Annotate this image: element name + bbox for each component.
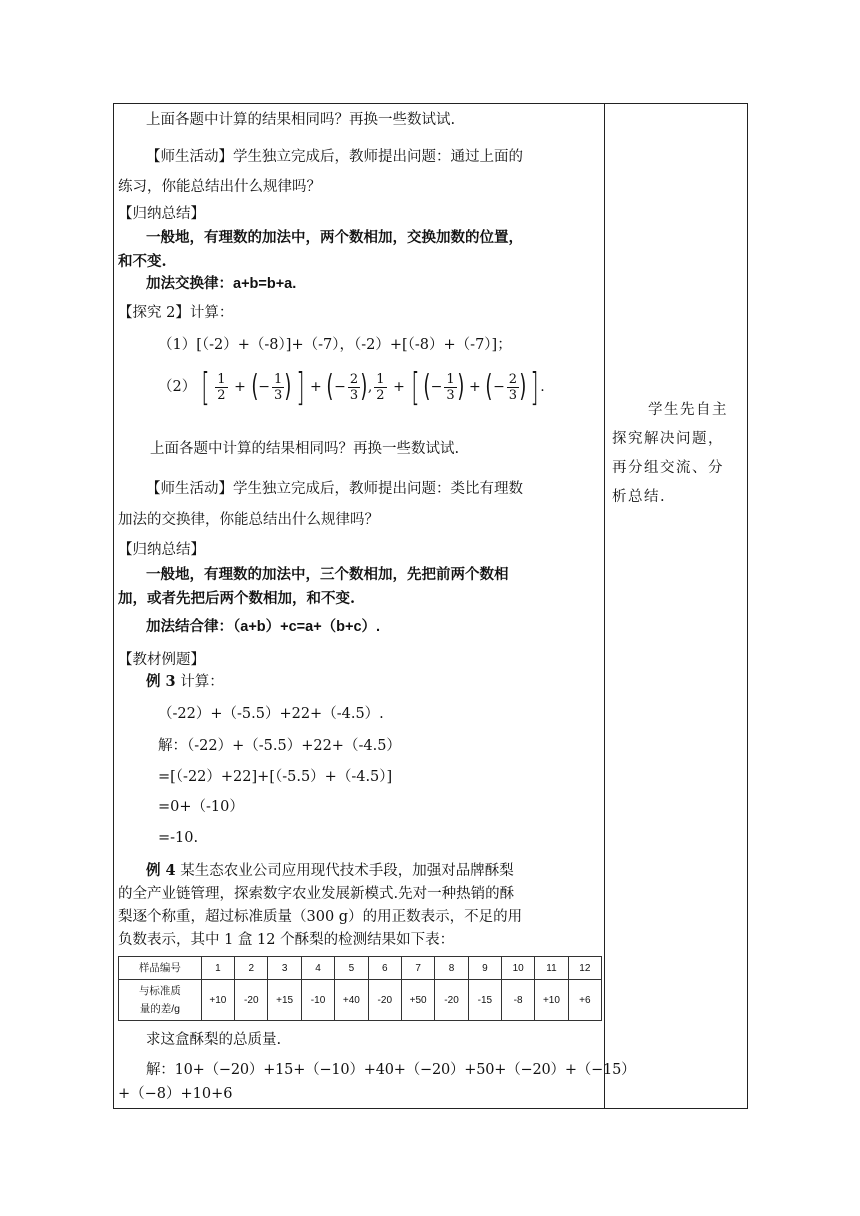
table-cell: -20: [235, 980, 268, 1021]
table-cell: +10: [201, 980, 234, 1021]
example-4-text: 的全产业链管理，探索数字农业发展新模式.先对一种热销的酥: [118, 886, 515, 902]
paren-close: ): [284, 369, 292, 404]
fraction: $\frac{2}{3}$: [508, 371, 518, 403]
bracket-close: ]: [530, 365, 539, 409]
table-cell: -20: [435, 980, 468, 1021]
minus-sign: −: [493, 379, 505, 395]
paragraph: 【师生活动】学生独立完成后，教师提出问题：通过上面的: [146, 149, 523, 165]
intent-line: 析总结.: [612, 489, 667, 505]
paren-open: (: [250, 369, 258, 404]
summary-text: 加，或者先把后两个数相加，和不变.: [118, 590, 356, 607]
table-cell: -8: [502, 980, 535, 1021]
table-cell: 7: [401, 957, 434, 980]
table-cell: 10: [502, 957, 535, 980]
fraction: $\frac{1}{2}$: [376, 371, 385, 403]
table-cell: +10: [535, 980, 568, 1021]
paragraph: 上面各题中计算的结果相同吗？再换一些数试试.: [146, 112, 456, 128]
fraction: $\frac{1}{3}$: [446, 371, 455, 403]
summary-text: 和不变.: [118, 253, 167, 270]
example-text: 某生态农业公司应用现代技术手段，加强对品牌酥梨: [175, 863, 514, 879]
table-cell: 8: [435, 957, 468, 980]
period: .: [540, 379, 545, 395]
example-label: 例 3: [146, 673, 176, 690]
paren-open: (: [326, 369, 334, 404]
example-text: 计算：: [175, 674, 224, 690]
example-4-text: [118, 861, 514, 881]
summary-text: 一般地，有理数的加法中，三个数相加，先把前两个数相: [146, 566, 509, 583]
minus-sign: −: [334, 379, 346, 395]
plus-sign: +: [393, 379, 405, 395]
pear-weight-table: [118, 956, 602, 1021]
table-cell: 5: [335, 957, 368, 980]
paragraph: 【师生活动】学生独立完成后，教师提出问题：类比有理数: [146, 481, 523, 497]
bracket-close: ]: [295, 365, 305, 409]
table-cell: 3: [268, 957, 301, 980]
paragraph: 练习，你能总结出什么规律吗？: [118, 179, 321, 195]
minus-sign: −: [430, 379, 443, 395]
bracket-open: [: [410, 365, 419, 409]
solution-step: =0+（-10）: [158, 799, 244, 815]
table-cell: 1: [201, 957, 234, 980]
fraction: $\frac{2}{3}$: [349, 371, 359, 403]
example-4-text: 梨逐个称重，超过标准质量（300 g）的用正数表示，不足的用: [118, 909, 523, 925]
law-formula: a+b=b+a.: [233, 276, 297, 292]
answer-text: 解：10+（−20）+15+（−10）+40+（−20）+50+（−20）+（−15）: [146, 1062, 636, 1078]
fraction: $\frac{1}{3}$: [273, 371, 283, 403]
table-cell: +15: [268, 980, 301, 1021]
paren-close: ): [360, 369, 368, 404]
section-heading: 【探究 2】计算：: [118, 305, 234, 321]
plus-sign: +: [310, 379, 322, 395]
solution-step: =[（-22）+22]+[（-5.5）+（-4.5）]: [158, 769, 393, 785]
section-heading: 【归纳总结】: [118, 542, 205, 558]
summary-text: 一般地，有理数的加法中，两个数相加，交换加数的位置，: [146, 229, 523, 246]
table-cell: 9: [468, 957, 501, 980]
paragraph: 上面各题中计算的结果相同吗？再换一些数试试.: [150, 441, 460, 457]
column-divider: [604, 103, 605, 1109]
table-row: [119, 957, 602, 980]
plus-sign: +: [469, 379, 481, 395]
paren-close: ): [457, 369, 465, 404]
table-header-cell: 与标准质 量的差/g: [119, 980, 202, 1021]
table-cell: 12: [568, 957, 601, 980]
plus-sign: +: [234, 379, 246, 395]
design-intent-column: [612, 396, 744, 512]
law-formula: （a+b）+c=a+（b+c）.: [233, 619, 381, 635]
section-heading: 【教材例题】: [118, 652, 205, 668]
answer-text: +（−8）+10+6: [118, 1086, 233, 1102]
table-row: [119, 980, 602, 1021]
table-header-cell: 样品编号: [119, 957, 202, 980]
paren-open: (: [423, 369, 431, 404]
associative-law: [118, 617, 380, 637]
table-cell: +50: [401, 980, 434, 1021]
table-cell: -20: [368, 980, 401, 1021]
intent-line: 学生先自主: [648, 402, 728, 418]
table-cell: +40: [335, 980, 368, 1021]
table-cell: 4: [301, 957, 334, 980]
paren-close: ): [519, 369, 527, 404]
solution-step: =-10.: [158, 830, 199, 846]
intent-line: 探究解决问题，: [612, 431, 724, 447]
example-3-title: [118, 672, 224, 692]
question-text: 求这盒酥梨的总质量.: [146, 1032, 282, 1048]
table-cell: 6: [368, 957, 401, 980]
solution-step: 解：（-22）+（-5.5）+22+（-4.5）: [158, 738, 401, 754]
paragraph: 加法的交换律，你能总结出什么规律吗？: [118, 512, 379, 528]
intent-line: 再分组交流、分: [612, 460, 724, 476]
comma: ,: [367, 379, 373, 395]
law-label: 加法交换律：: [146, 275, 233, 292]
minus-sign: −: [258, 379, 270, 395]
calc2-prefix: （2）: [158, 379, 197, 395]
paren-open: (: [485, 369, 493, 404]
example-4-text: 负数表示，其中 1 盒 12 个酥梨的检测结果如下表：: [118, 932, 455, 948]
section-heading: 【归纳总结】: [118, 206, 205, 222]
commutative-law: [118, 274, 296, 294]
table-cell: -15: [468, 980, 501, 1021]
law-label: 加法结合律：: [146, 618, 233, 635]
example-3-expression: （-22）+（-5.5）+22+（-4.5）.: [158, 706, 384, 722]
table-cell: 11: [535, 957, 568, 980]
calculation-2: [118, 365, 546, 409]
example-label: 例 4: [146, 862, 176, 879]
table-cell: -10: [301, 980, 334, 1021]
fraction: $\frac{1}{2}$: [217, 371, 226, 403]
table-cell: 2: [235, 957, 268, 980]
table-cell: +6: [568, 980, 601, 1021]
bracket-open: [: [201, 365, 210, 409]
calculation-1: （1）[（-2）+（-8）]+（-7），（-2）+[（-8）+（-7）]；: [158, 337, 512, 353]
